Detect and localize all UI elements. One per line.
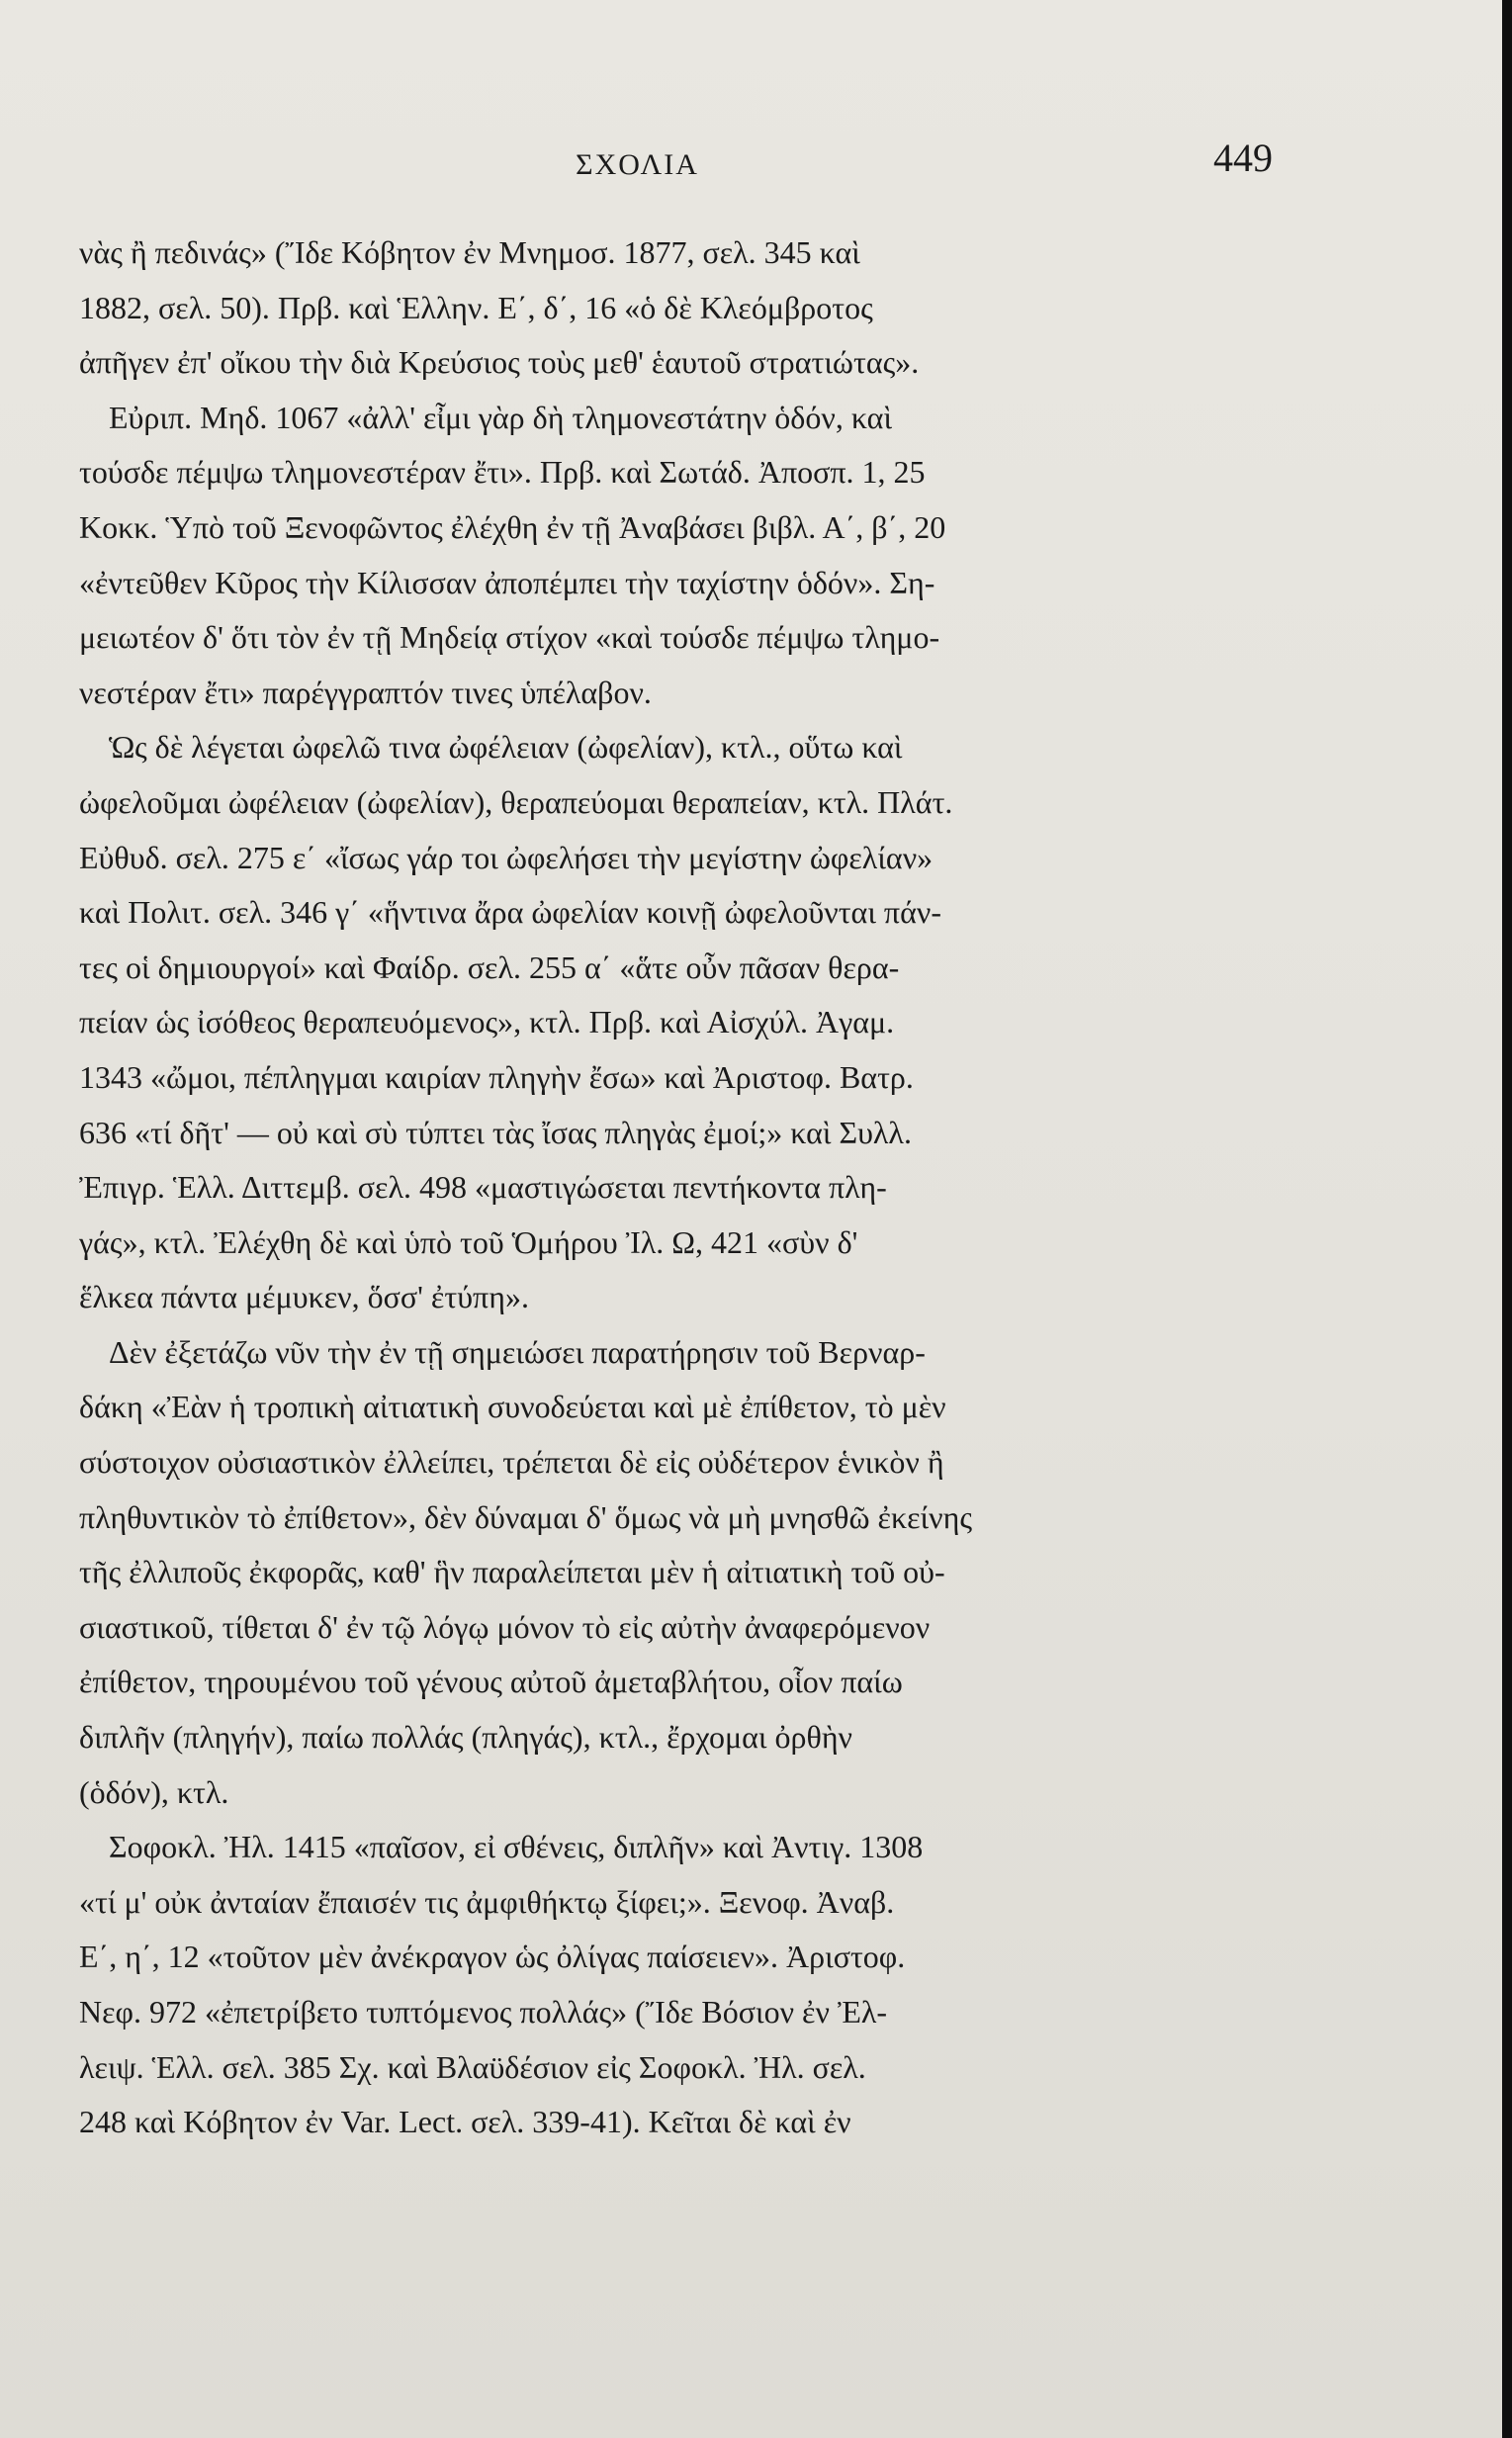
text-line: πληθυντικὸν τὸ ἐπίθετον», δὲν δύναμαι δ' ὅμως νὰ μὴ μνησθῶ ἐκείνης (79, 1498, 972, 1535)
text-line: 636 «τί δῆτ' — οὐ καὶ σὺ τύπτει τὰς ἴσας πληγὰς ἐμοί;» καὶ Συλλ. (79, 1114, 912, 1150)
running-title: ΣΧΟΛΙΑ (576, 148, 699, 181)
scan-edge-shadow (1502, 0, 1512, 2438)
text-line: Ε΄, η΄, 12 «τοῦτον μὲν ἀνέκραγον ὡς ὀλίγας παίσειεν». Ἀριστοφ. (79, 1939, 906, 1975)
text-line: τες οἱ δημιουργοί» καὶ Φαίδρ. σελ. 255 α΄ «ἅτε οὖν πᾶσαν θερα- (79, 948, 900, 985)
text-line: νὰς ἢ πεδινάς» (Ἴδε Κόβητον ἐν Μνημοσ. 1877, σελ. 345 καὶ (79, 234, 860, 270)
text-line: νεστέραν ἔτι» παρέγγραπτόν τινες ὑπέλαβον. (79, 674, 652, 710)
text-line: Δὲν ἐξετάζω νῦν τὴν ἐν τῇ σημειώσει παρατήρησιν τοῦ Βερναρ- (109, 1333, 926, 1370)
text-line: 1343 «ὤμοι, πέπληγμαι καιρίαν πληγὴν ἔσω» καὶ Ἀριστοφ. Βατρ. (79, 1058, 914, 1095)
text-line: σύστοιχον οὐσιαστικὸν ἐλλείπει, τρέπεται δὲ εἰς οὐδέτερον ἑνικὸν ἢ (79, 1444, 944, 1481)
text-line: 248 καὶ Κόβητον ἐν Var. Lect. σελ. 339-41). Κεῖται δὲ καὶ ἐν (79, 2104, 851, 2140)
text-line: Κοκκ. Ὑπὸ τοῦ Ξενοφῶντος ἐλέχθη ἐν τῇ Ἀναβάσει βιβλ. Α΄, β΄, 20 (79, 508, 946, 545)
text-line: «ἐντεῦθεν Κῦρος τὴν Κίλισσαν ἀποπέμπει τὴν ταχίστην ὁδόν». Ση- (79, 564, 935, 600)
text-line: ἀπῆγεν ἐπ' οἴκου τὴν διὰ Κρεύσιος τοὺς μεθ' ἑαυτοῦ στρατιώτας». (79, 344, 920, 381)
text-line: (ὁδόν), κτλ. (79, 1773, 229, 1810)
text-line: γάς», κτλ. Ἐλέχθη δὲ καὶ ὑπὸ τοῦ Ὁμήρου Ἰλ. Ω, 421 «σὺν δ' (79, 1223, 858, 1260)
text-line: λειψ. Ἑλλ. σελ. 385 Σχ. καὶ Βλαϋδέσιον εἰς Σοφοκλ. Ἠλ. σελ. (79, 2048, 866, 2085)
text-line: καὶ Πολιτ. σελ. 346 γ΄ «ἥντινα ἄρα ὠφελίαν κοινῇ ὠφελοῦνται πάν- (79, 894, 941, 931)
text-line: Σοφοκλ. Ἠλ. 1415 «παῖσον, εἰ σθένεις, διπλῆν» καὶ Ἀντιγ. 1308 (109, 1829, 924, 1865)
text-line: ἕλκεα πάντα μέμυκεν, ὅσσ' ἐτύπη». (79, 1279, 529, 1315)
text-line: ὠφελοῦμαι ὠφέλειαν (ὠφελίαν), θεραπεύομαι θεραπείαν, κτλ. Πλάτ. (79, 783, 953, 820)
text-line: τῆς ἐλλιποῦς ἐκφορᾶς, καθ' ἣν παραλείπεται μὲν ἡ αἰτιατικὴ τοῦ οὐ- (79, 1554, 945, 1590)
text-line: πείαν ὡς ἰσόθεος θεραπευόμενος», κτλ. Πρβ. καὶ Αἰσχύλ. Ἀγαμ. (79, 1004, 895, 1040)
text-line: Εὐθυδ. σελ. 275 ε΄ «ἴσως γάρ τοι ὠφελήσει τὴν μεγίστην ὠφελίαν» (79, 839, 934, 875)
text-line: Νεφ. 972 «ἐπετρίβετο τυπτόμενος πολλάς» (Ἴδε Βόσιον ἐν Ἐλ- (79, 1994, 888, 2030)
text-line: Εὐριπ. Μηδ. 1067 «ἀλλ' εἶμι γὰρ δὴ τλημονεστάτην ὁδόν, καὶ (109, 399, 893, 435)
text-line: σιαστικοῦ, τίθεται δ' ἐν τῷ λόγῳ μόνον τὸ εἰς αὐτὴν ἀναφερόμενον (79, 1608, 931, 1645)
text-line: Ἐπιγρ. Ἑλλ. Διττεμβ. σελ. 498 «μαστιγώσεται πεντήκοντα πλη- (79, 1169, 887, 1206)
page-number: 449 (1213, 135, 1273, 180)
text-line: 1882, σελ. 50). Πρβ. καὶ Ἑλλην. Ε΄, δ΄, 16 «ὁ δὲ Κλεόμβροτος (79, 289, 873, 325)
text-line: τούσδε πέμψω τλημονεστέραν ἔτι». Πρβ. καὶ Σωτάδ. Ἀποσπ. 1, 25 (79, 454, 926, 491)
text-line: ἐπίθετον, τηρουμένου τοῦ γένους αὐτοῦ ἀμεταβλήτου, οἷον παίω (79, 1664, 903, 1700)
text-line: Ὡς δὲ λέγεται ὠφελῶ τινα ὠφέλειαν (ὠφελίαν), κτλ., οὕτω καὶ (109, 729, 903, 766)
text-line: δάκη «Ἐὰν ἡ τροπικὴ αἰτιατικὴ συνοδεύεται καὶ μὲ ἐπίθετον, τὸ μὲν (79, 1389, 946, 1425)
text-line: «τί μ' οὐκ ἀνταίαν ἔπαισέν τις ἀμφιθήκτῳ ξίφει;». Ξενοφ. Ἀναβ. (79, 1883, 895, 1920)
text-line: διπλῆν (πληγήν), παίω πολλάς (πληγάς), κτλ., ἔρχομαι ὀρθὴν (79, 1719, 853, 1756)
page-header (79, 135, 1273, 200)
notes-text (79, 226, 1255, 2150)
text-line: μειωτέον δ' ὅτι τὸν ἐν τῇ Μηδείᾳ στίχον «καὶ τούσδε πέμψω τλημο- (79, 619, 940, 656)
